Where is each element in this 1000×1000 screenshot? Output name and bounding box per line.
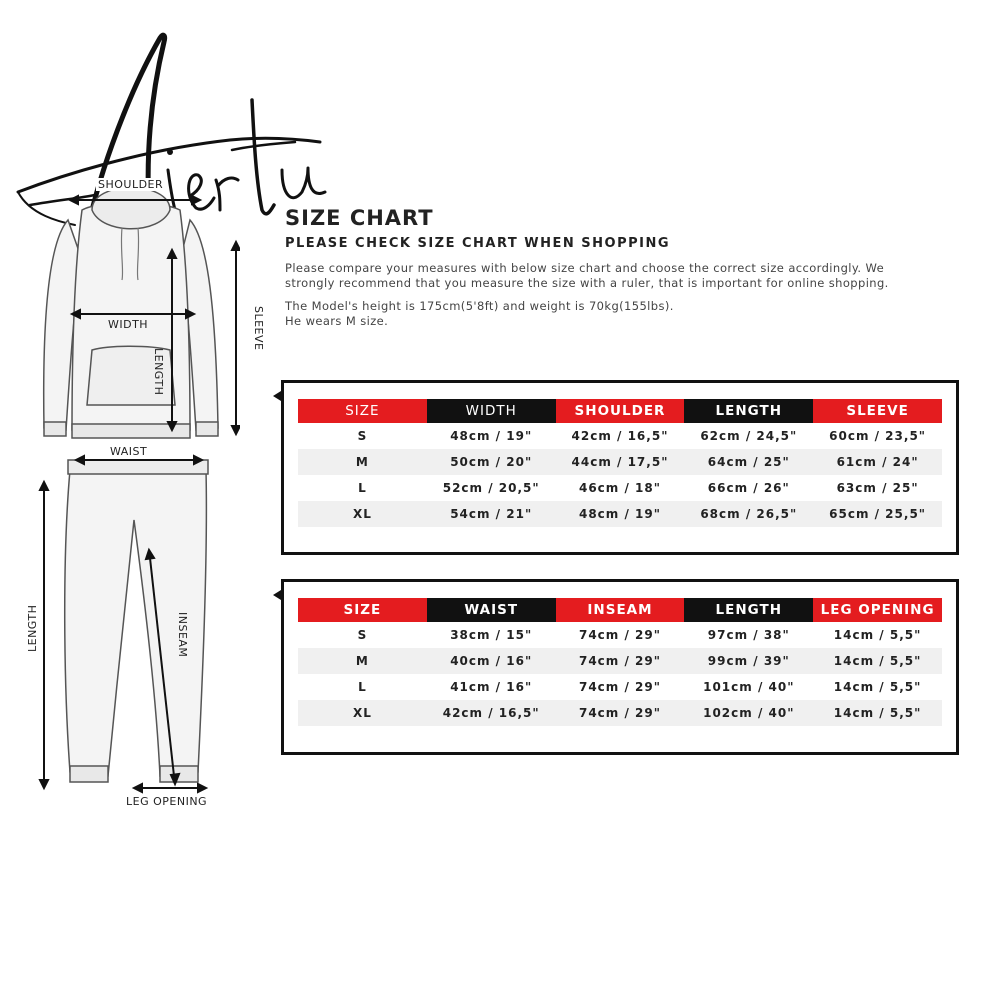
table-cell: 99cm / 39" — [684, 648, 813, 674]
waist-label: WAIST — [110, 445, 148, 458]
hoodie-size-table — [298, 399, 942, 527]
table-cell: 97cm / 38" — [707, 628, 790, 642]
pants-size-table — [298, 598, 942, 726]
table-cell: 62cm / 24,5" — [700, 429, 798, 443]
table-cell: 61cm / 24" — [813, 449, 942, 475]
table-cell: 102cm / 40" — [684, 700, 813, 726]
description-line: strongly recommend that you measure the size with a ruler, that is important for online shopping. — [285, 276, 889, 290]
table-cell: 54cm / 21" — [427, 501, 556, 527]
frame-pointer — [273, 391, 281, 401]
table-row — [298, 700, 942, 726]
table-cell: 41cm / 16" — [450, 680, 533, 694]
table-row — [298, 449, 942, 475]
table-cell: S — [357, 628, 368, 642]
table-cell: 48cm / 19" — [450, 429, 533, 443]
table-cell: S — [357, 429, 368, 443]
pants-size-table-frame — [281, 579, 959, 755]
table-cell: XL — [298, 700, 427, 726]
header-cell: INSEAM — [556, 598, 685, 622]
table-row — [298, 648, 942, 674]
sleeve-label: SLEEVE — [252, 306, 265, 351]
table-cell: 42cm / 16,5" — [571, 429, 669, 443]
table-cell: 14cm / 5,5" — [833, 628, 922, 642]
table-header-row — [298, 399, 942, 423]
hoodie-illustration — [30, 180, 240, 450]
table-row — [298, 501, 942, 527]
table-cell: XL — [298, 501, 427, 527]
size-chart-heading — [285, 206, 985, 329]
table-cell: 48cm / 19" — [556, 501, 685, 527]
description — [285, 261, 985, 291]
table-cell: 14cm / 5,5" — [813, 700, 942, 726]
table-cell: 68cm / 26,5" — [684, 501, 813, 527]
header-cell: SLEEVE — [813, 399, 942, 423]
table-cell: M — [298, 449, 427, 475]
hoodie-size-table-frame — [281, 380, 959, 555]
model-note — [285, 299, 985, 329]
table-cell: 63cm / 25" — [836, 481, 919, 495]
header-cell: LENGTH — [684, 399, 813, 423]
hoodie-length-label: LENGTH — [152, 348, 165, 396]
shoulder-label: SHOULDER — [98, 178, 164, 191]
page-title: SIZE CHART — [285, 206, 434, 230]
table-cell: 74cm / 29" — [578, 628, 661, 642]
table-cell: L — [358, 680, 367, 694]
header-cell: LEG OPENING — [813, 598, 942, 622]
table-cell: 46cm / 18" — [578, 481, 661, 495]
table-cell: 40cm / 16" — [427, 648, 556, 674]
table-row — [298, 475, 942, 501]
table-cell: 14cm / 5,5" — [813, 648, 942, 674]
inseam-label: INSEAM — [176, 612, 189, 658]
header-cell: SIZE — [298, 399, 427, 423]
header-cell: LENGTH — [684, 598, 813, 622]
header-cell: SHOULDER — [556, 399, 685, 423]
table-cell: 65cm / 25,5" — [813, 501, 942, 527]
table-header-row — [298, 598, 942, 622]
table-cell: 52cm / 20,5" — [442, 481, 540, 495]
table-row — [298, 674, 942, 700]
width-label: WIDTH — [108, 318, 149, 331]
table-cell: 42cm / 16,5" — [427, 700, 556, 726]
pants-length-label: LENGTH — [26, 604, 39, 652]
table-cell: 101cm / 40" — [703, 680, 795, 694]
leg-opening-label: LEG OPENING — [126, 795, 208, 808]
frame-pointer — [273, 590, 281, 600]
table-cell: 44cm / 17,5" — [556, 449, 685, 475]
table-cell: 50cm / 20" — [427, 449, 556, 475]
model-note-line: He wears M size. — [285, 314, 389, 328]
header-cell: WIDTH — [427, 399, 556, 423]
table-row — [298, 622, 942, 648]
model-note-line: The Model's height is 175cm(5'8ft) and weight is 70kg(155lbs). — [285, 299, 674, 313]
page-subtitle: PLEASE CHECK SIZE CHART WHEN SHOPPING — [285, 236, 671, 251]
header-cell: SIZE — [298, 598, 427, 622]
table-cell: 74cm / 29" — [578, 680, 661, 694]
table-cell: 60cm / 23,5" — [829, 429, 927, 443]
table-cell: L — [358, 481, 367, 495]
table-cell: 74cm / 29" — [556, 648, 685, 674]
header-cell: WAIST — [427, 598, 556, 622]
table-cell: 64cm / 25" — [684, 449, 813, 475]
table-cell: 14cm / 5,5" — [833, 680, 922, 694]
table-cell: 74cm / 29" — [556, 700, 685, 726]
table-cell: 66cm / 26" — [707, 481, 790, 495]
table-cell: M — [298, 648, 427, 674]
table-cell: 38cm / 15" — [450, 628, 533, 642]
pants-illustration — [20, 440, 240, 800]
table-row — [298, 423, 942, 449]
description-line: Please compare your measures with below size chart and choose the correct size accordingly. We — [285, 261, 885, 275]
